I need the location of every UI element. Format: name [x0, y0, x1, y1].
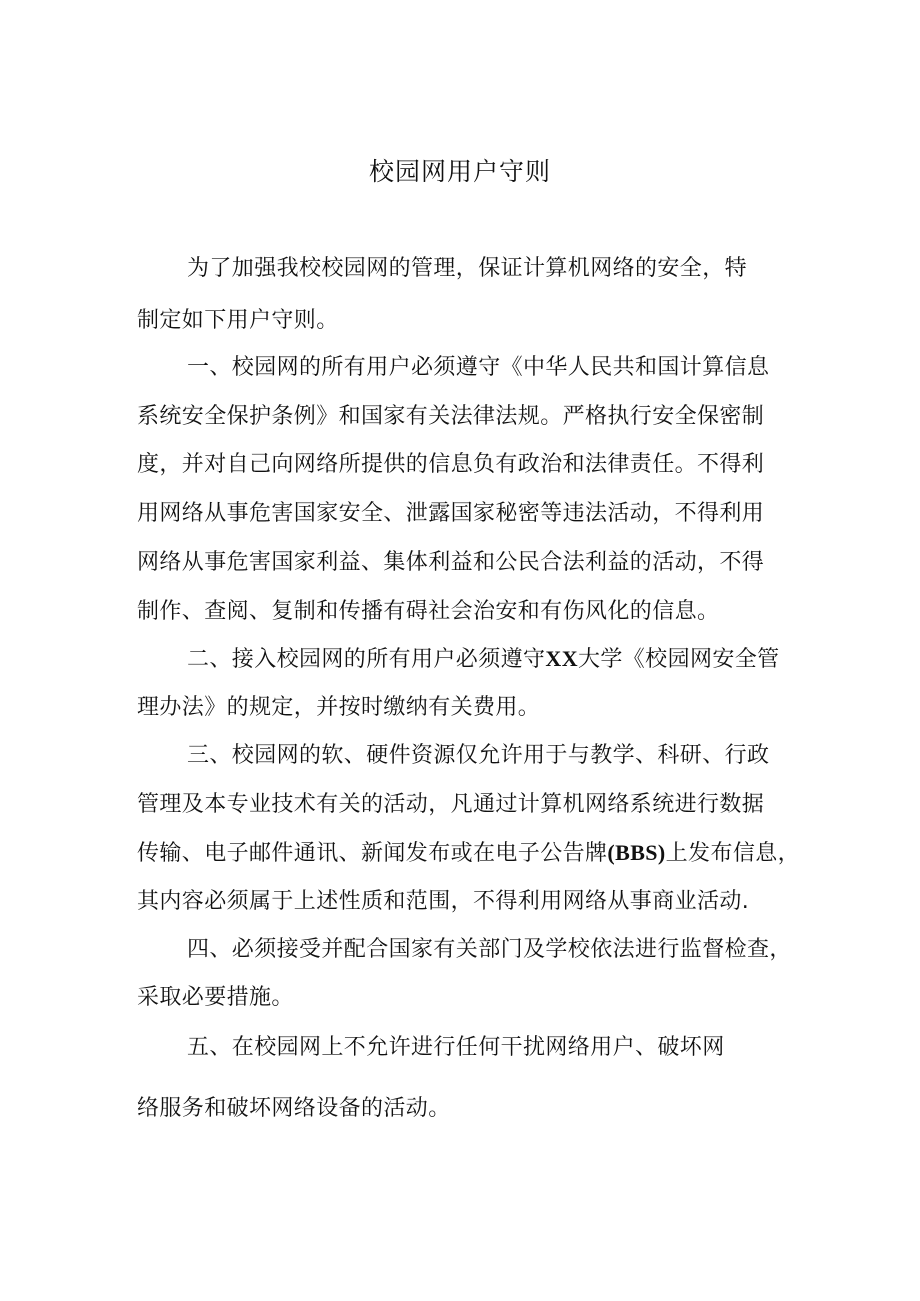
intro-line-2: 制定如下用户守则。: [137, 308, 339, 333]
intro-line-1: 为了加强我校校园网的管理，保证计算机网络的安全，特: [187, 256, 748, 281]
p3-line-2: 管理及本专业技术有关的活动，凡通过计算机网络系统进行数据: [137, 792, 765, 817]
p1-line-2: 系统安全保护条例》和国家有关法律法规。严格执行安全保密制: [137, 404, 765, 429]
p1-line-3: 度，并对自己向网络所提供的信息负有政治和法律责任。不得利: [137, 452, 765, 477]
p1-line-5: 网络从事危害国家利益、集体利益和公民合法利益的活动，不得: [137, 550, 765, 575]
p2-line-1-text-c: 大学《校园网安全管: [577, 647, 780, 672]
p4-line-2: 采取必要措施。: [137, 985, 294, 1010]
p2-line-2: 理办法》的规定，并按时缴纳有关费用。: [137, 695, 541, 720]
p1-line-1: 一、校园网的所有用户必须遵守《中华人民共和国计算信息: [187, 355, 770, 380]
p5-line-2: 络服务和破坏网络设备的活动。: [137, 1096, 451, 1121]
p3-line-3-text-c: 上发布信息，: [665, 841, 801, 866]
p2-line-1-text-a: 二、接入校园网的所有用户必须遵守: [187, 647, 546, 672]
bbs-label: (BBS): [607, 840, 666, 865]
page-title: 校园网用户守则: [368, 157, 551, 186]
p4-line-1: 四、必须接受并配合国家有关部门及学校依法进行监督检查，: [187, 937, 792, 962]
p3-line-3-text-a: 传输、电子邮件通讯、新闻发布或在电子公告牌: [137, 841, 608, 866]
p3-line-3: [137, 835, 800, 872]
p1-line-4: 用网络从事危害国家安全、泄露国家秘密等违法活动，不得利用: [137, 501, 765, 526]
university-placeholder: XX: [545, 646, 578, 671]
p5-line-1: 五、在校园网上不允许进行任何干扰网络用户、破坏网: [187, 1035, 725, 1060]
p2-line-1: [187, 641, 780, 678]
p3-line-1: 三、校园网的软、硬件资源仅允许用于与教学、科研、行政: [187, 743, 770, 768]
p3-line-4: 其内容必须属于上述性质和范围，不得利用网络从事商业活动.: [137, 889, 750, 914]
p1-line-6: 制作、查阅、复制和传播有碍社会治安和有伤风化的信息。: [137, 599, 720, 624]
